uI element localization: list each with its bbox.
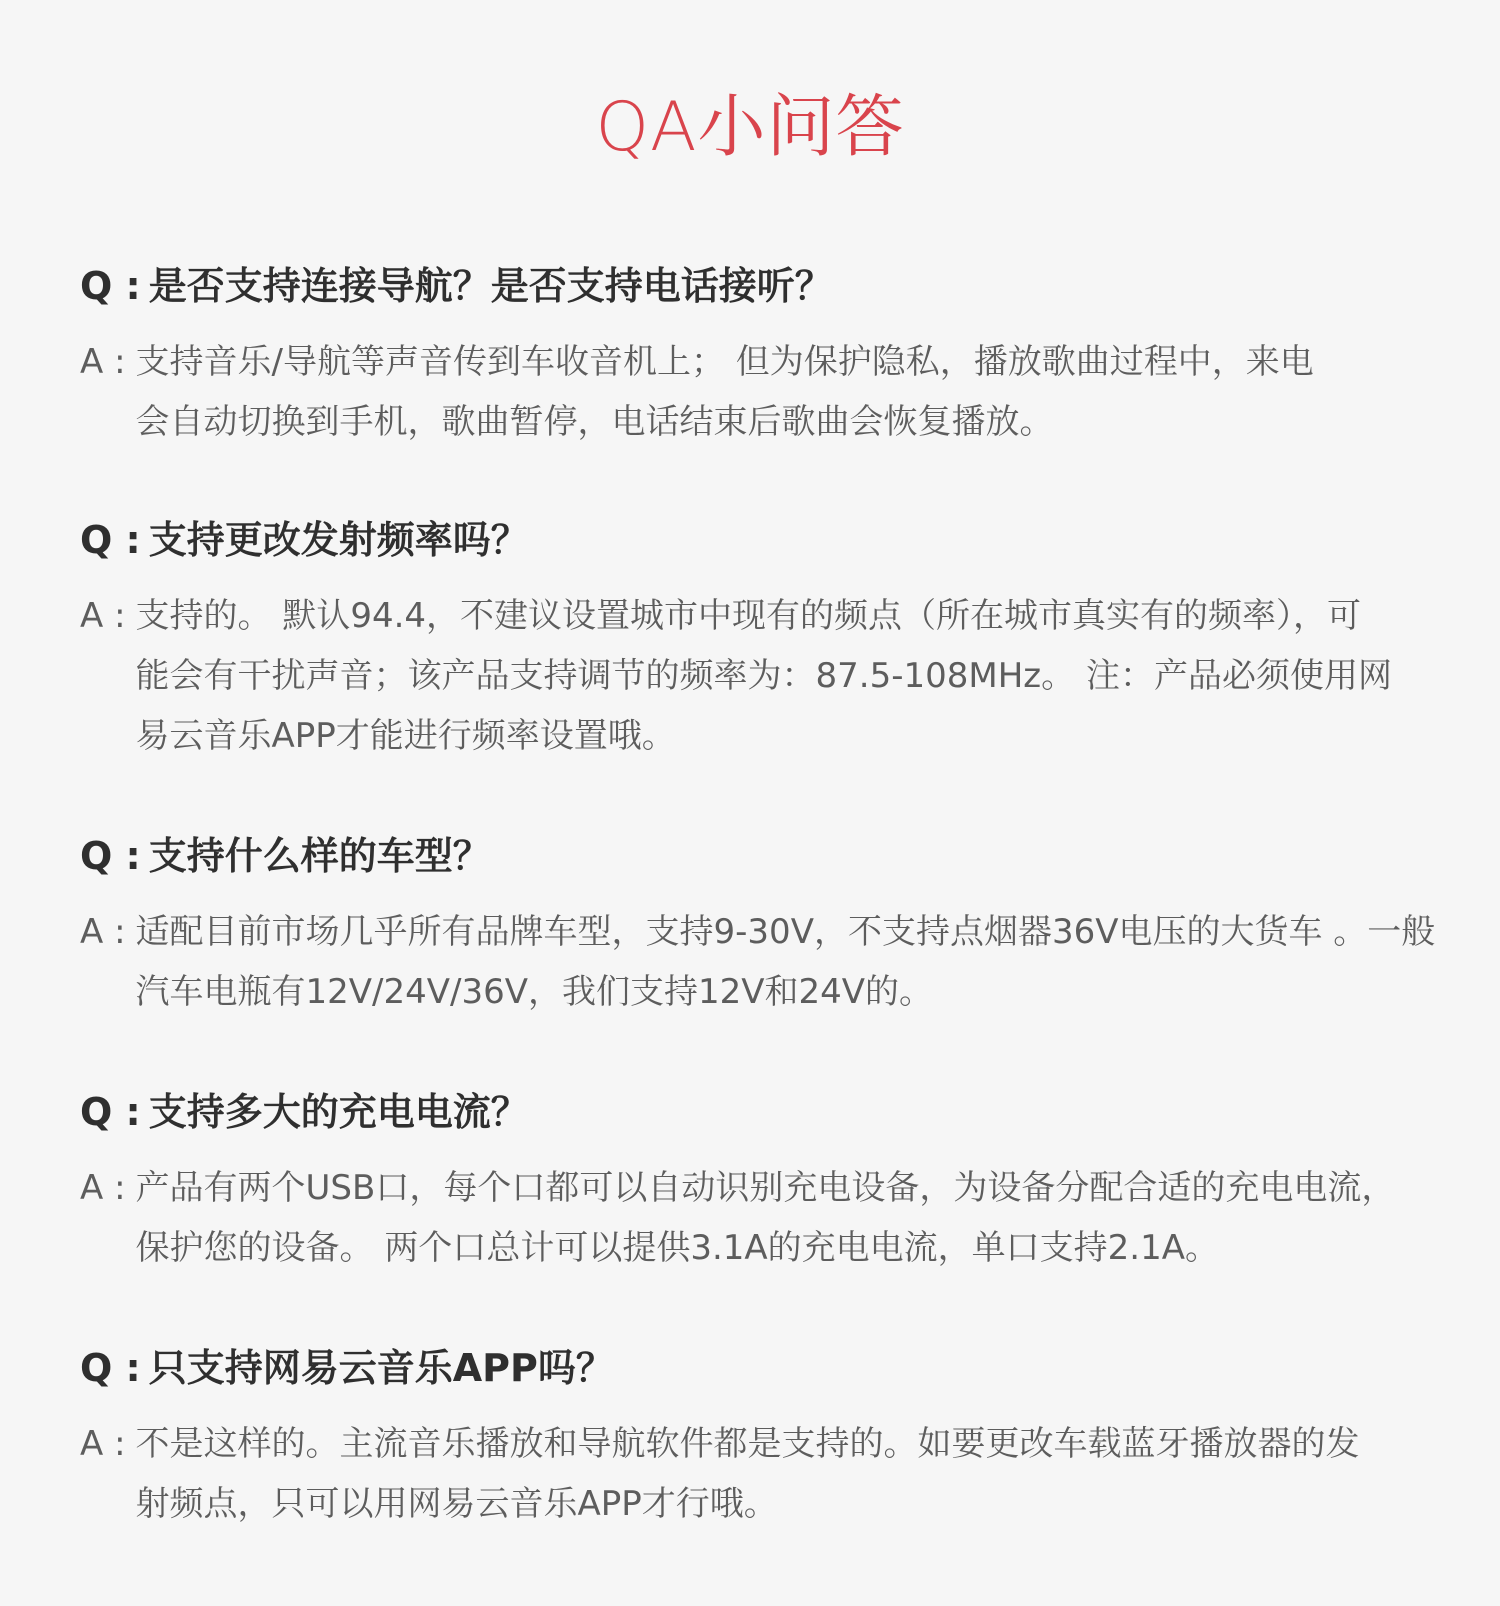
faq-item <box>80 1082 1470 1278</box>
question-text: 支持什么样的车型？ <box>148 834 491 878</box>
question-text: 只支持网易云音乐APP吗？ <box>148 1346 614 1390</box>
answer-text: 支持音乐/导航等声音传到车收音机上； 但为保护隐私，播放歌曲过程中，来电 会自动切换到手机，歌曲暂停，电话结束后歌曲会恢复播放。 <box>135 342 1314 442</box>
question-prefix: Q : <box>80 264 141 308</box>
question-text: 支持更改发射频率吗？ <box>148 518 529 562</box>
question-row <box>80 1082 1470 1142</box>
answer-text: 适配目前市场几乎所有品牌车型，支持9-30V，不支持点烟器36V电压的大货车 。一般 汽车电瓶有12V/24V/36V，我们支持12V和24V的。 <box>135 912 1436 1012</box>
question-prefix: Q : <box>80 1346 141 1390</box>
question-row <box>80 826 1470 886</box>
page-title: QA小问答 <box>595 88 905 167</box>
answer-row <box>80 1158 1470 1278</box>
faq-item <box>80 256 1470 452</box>
answer-prefix: A : <box>80 342 126 382</box>
answer-text: 不是这样的。主流音乐播放和导航软件都是支持的。如要更改车载蓝牙播放器的发 射频点，只可以用网易云音乐APP才行哦。 <box>135 1424 1360 1524</box>
answer-prefix: A : <box>80 1424 126 1464</box>
answer-text: 产品有两个USB口，每个口都可以自动识别充电设备，为设备分配合适的充电电流， 保护您的设备。 两个口总计可以提供3.1A的充电电流，单口支持2.1A。 <box>135 1168 1396 1268</box>
question-prefix: Q : <box>80 1090 141 1134</box>
question-prefix: Q : <box>80 518 141 562</box>
answer-row <box>80 332 1470 452</box>
answer-prefix: A : <box>80 1168 126 1208</box>
question-text: 是否支持连接导航？是否支持电话接听？ <box>148 264 833 308</box>
question-row <box>80 510 1470 570</box>
answer-text: 支持的。 默认94.4，不建议设置城市中现有的频点（所在城市真实有的频率），可 能会有干扰声音；该产品支持调节的频率为：87.5-108MHz。 注：产品必须使用网 易云音乐APP才能进行频率设置哦。 <box>135 596 1392 756</box>
faq-item <box>80 1338 1470 1534</box>
question-prefix: Q : <box>80 834 141 878</box>
question-text: 支持多大的充电电流？ <box>148 1090 529 1134</box>
answer-row <box>80 1414 1470 1534</box>
faq-item <box>80 826 1470 1022</box>
answer-prefix: A : <box>80 596 126 636</box>
question-row <box>80 256 1470 316</box>
question-row <box>80 1338 1470 1398</box>
answer-prefix: A : <box>80 912 126 952</box>
answer-row <box>80 586 1470 766</box>
answer-row <box>80 902 1470 1022</box>
faq-item <box>80 510 1470 766</box>
